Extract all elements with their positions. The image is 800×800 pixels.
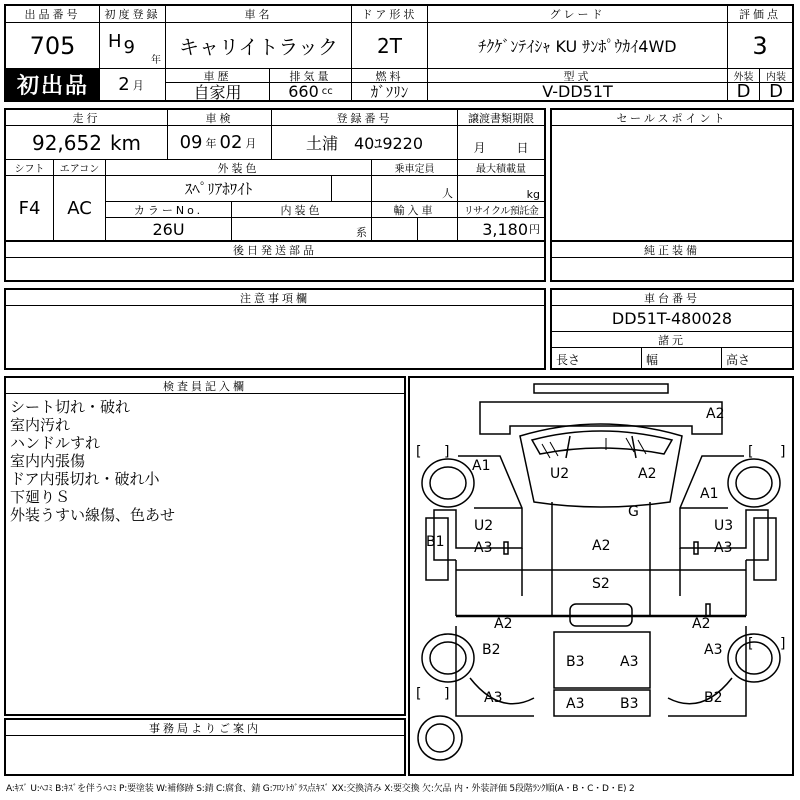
damage-roof-right: A2 [638,466,657,482]
capacity-label: 乗車定員 [372,160,458,176]
recycle-fee [458,218,544,240]
car-diagram-box [408,376,794,776]
office-label: 事務局よりご案内 [6,720,404,736]
mark-small-lower [706,604,710,616]
first-listing-badge: 初出品 [6,69,100,100]
damage-fender-right: A1 [700,486,719,502]
bracket-left-top-close: ] [444,444,450,460]
chassis-label: 車台番号 [552,290,792,306]
mileage-label: 走行 [6,110,168,126]
inspector-note: 室内汚れ [10,416,71,434]
damage-hood-center: A2 [592,538,611,554]
damage-fender-left: A1 [472,458,491,474]
history: 自家用 [166,83,270,100]
bracket-right-bottom-close: ] [780,636,786,652]
inspector-box [4,376,406,716]
import-label: 輸入車 [372,202,458,218]
damage-door-left-top: U2 [474,518,494,534]
fuel: ｶﾞｿﾘﾝ [352,83,428,100]
specs-block [4,108,546,242]
model: V-DD51T [428,83,728,100]
bracket-left-top: [ [416,444,422,460]
inspector-note: 外装うすい線傷、色あせ [10,506,176,524]
damage-side-left: B1 [426,534,445,550]
damage-rear-fender-right: A3 [704,642,723,658]
mileage-value: 92,652 [31,130,102,155]
plate-label: 登録番号 [272,110,458,126]
first-registration-label: 初度登録 [100,6,166,23]
inspection-month-unit: 月 [245,136,257,150]
damage-sill-right: A2 [692,616,711,632]
capacity [372,176,458,202]
car-name: キャリイトラック [166,23,352,69]
damage-quarter-left: A3 [484,690,503,706]
inspector-note: シート切れ・破れ [10,398,131,416]
first-registration-month-value: 2 [118,74,130,95]
inspector-label: 検査員記入欄 [6,378,404,394]
cautions-label: 注意事項欄 [6,290,544,306]
inspection-label: 車検 [168,110,272,126]
cautions-box [4,288,546,370]
damage-front-left-a: B3 [566,654,585,670]
width-label: 幅 [646,353,659,367]
transfer-month-unit: 月 [473,141,486,155]
model-label: 型式 [428,69,728,83]
displacement-value: 660 [288,83,319,100]
inspector-note: 室内内張傷 [10,452,86,470]
damage-bumper-right: B3 [620,696,639,712]
damage-sill-left: A2 [494,616,513,632]
height-label: 高さ [726,353,751,367]
damage-door-left-bottom: A3 [474,540,493,556]
damage-hood-lower: S2 [592,576,610,592]
wheel-spare [418,716,462,760]
chassis-box [550,288,794,370]
inspector-note: ハンドルすれ [10,434,101,452]
grade: ﾁｸｹﾞﾝﾃｲｼｬ KU ｻﾝﾎﾟｳｶｲ4WD [428,23,728,69]
transfer-deadline [458,126,544,160]
era-mark: H [108,31,122,52]
inspection-year: 09 [179,132,203,153]
chassis-number: DD51T-480028 [552,306,792,332]
inspector-note: ドア内張切れ・破れ小 [10,470,160,488]
load-label: 最大積載量 [458,160,544,176]
interior-color-label: 内装色 [232,202,372,218]
score-label: 評価点 [728,6,792,23]
damage-door-right-top: U3 [714,518,734,534]
bracket-right-top-close: ] [780,444,786,460]
damage-door-right-bottom: A3 [714,540,733,556]
damage-legend: A:ｷｽﾞ U:ﾍｺﾐ B:ｷｽﾞを伴うﾍｺﾐ P:要塗装 W:補修跡 S:錆 C:腐食、錆 G:ﾌﾛﾝﾄｶﾞﾗｽ点ｷｽﾞ XX:交換済み X:要交換 欠:欠品 内・外装評価 5段階ﾗﾝｸ順(A・B・C・D・E) 2 [6,784,635,794]
bracket-left-bottom: [ [416,686,422,702]
height-cell [722,348,792,368]
length-label: 長さ [556,353,581,367]
history-label: 車歴 [166,69,270,83]
door-type-label: ドア形状 [352,6,428,23]
damage-bumper-left: A3 [566,696,585,712]
mileage-unit: km [109,130,142,155]
lot-number: 705 [6,23,100,69]
ac-label: エアコン [54,160,106,176]
year-unit: 年 [151,55,161,66]
interior-grade: D [769,83,783,100]
inspection-month: 02 [219,132,243,153]
load-unit: kg [526,188,540,201]
inspection-year-unit: 年 [205,136,217,150]
header-block [4,4,794,102]
car-name-label: 車名 [166,6,352,23]
transfer-deadline-label: 譲渡書類期限 [458,110,544,126]
damage-glass: G [628,504,639,520]
genuine-equipment-box [550,240,794,282]
right-side-panel [754,518,776,580]
later-parts-box [4,240,546,282]
mileage [6,126,168,160]
max-load [458,176,544,202]
dims-label: 諸元 [552,332,792,348]
length-cell [552,348,642,368]
damage-front-left-b: A3 [620,654,639,670]
interior-grade-label: 内装 [760,69,792,83]
exterior-grade: D [728,83,760,100]
inspector-note: 下廻りＳ [10,488,71,506]
genuine-equipment-label: 純正装備 [552,242,792,258]
rear-gate-outline [480,402,725,434]
damage-roof: U2 [550,466,570,482]
ac: AC [54,176,106,240]
inspection [168,126,272,160]
damage-rear-fender-left: B2 [482,642,501,658]
recycle-fee-label: リサイクル預託金 [458,202,544,218]
interior-color-unit: 系 [356,226,367,239]
first-registration-month [100,69,166,100]
displacement-label: 排気量 [270,69,352,83]
color-number: 26U [106,218,232,240]
grade-label: グレード [428,6,728,23]
door-type: 2T [352,23,428,69]
damage-rear-bumper: A2 [706,406,725,422]
fuel-label: 燃料 [352,69,428,83]
windshield [532,431,672,454]
exterior-grade-label: 外装 [728,69,760,83]
interior-color [232,218,372,240]
capacity-unit: 人 [442,187,453,200]
sales-points-box [550,108,794,242]
first-registration-year-value: 9 [123,37,135,58]
damage-quarter-right: B2 [704,690,723,706]
yen-unit: 円 [529,223,540,236]
sales-points-label: セールスポイント [552,110,792,126]
recycle-fee-value: 3,180 [482,219,528,239]
inspector-notes [10,398,175,524]
car-diagram [410,378,792,774]
displacement [270,83,352,100]
width-cell [642,348,722,368]
shift: F4 [6,176,54,240]
bracket-right-top: [ [748,444,754,460]
score: 3 [728,23,792,69]
month-unit: 月 [132,78,144,92]
import-cell-b [418,218,458,240]
import-cell-a [372,218,418,240]
displacement-unit: cc [321,86,333,97]
exterior-color-extra [332,176,372,202]
shift-label: シフト [6,160,54,176]
office-box [4,718,406,776]
later-parts-label: 後日発送部品 [6,242,544,258]
bracket-right-bottom: [ [748,636,754,652]
rear-top-bar [534,384,668,393]
first-registration-year [100,23,166,69]
transfer-day-unit: 日 [516,141,529,155]
exterior-color: ｽﾍﾟﾘｱﾎﾜｲﾄ [106,176,332,202]
bracket-left-bottom-close: ] [444,686,450,702]
lot-number-label: 出品番号 [6,6,100,23]
plate-number: 土浦 40ﾕ9220 [272,126,458,160]
color-number-label: カラーNo. [106,202,232,218]
color-label: 外装色 [106,160,372,176]
